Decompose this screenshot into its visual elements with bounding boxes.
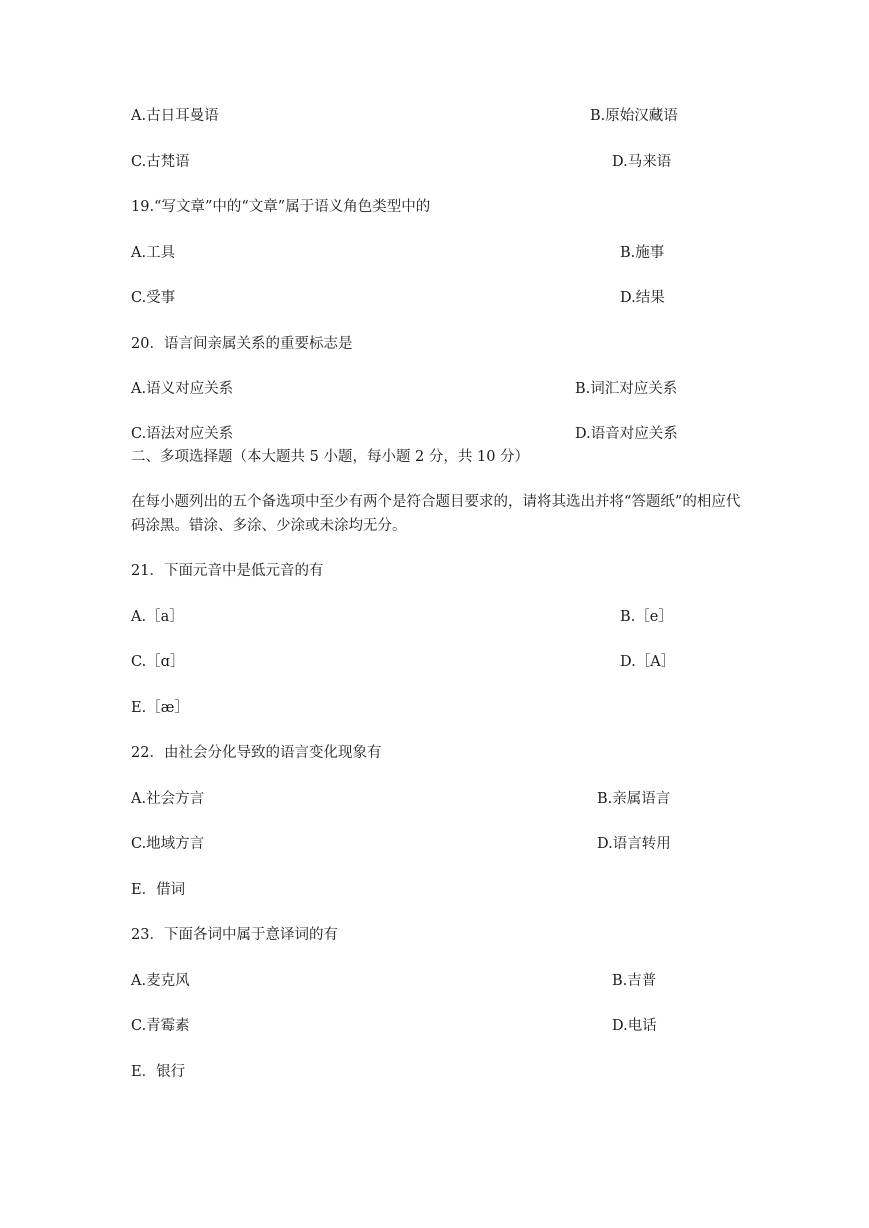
q19-option-c: C.受事 bbox=[131, 290, 176, 306]
q21-option-b: B.［e］ bbox=[620, 609, 673, 625]
q18-option-c: C.古梵语 bbox=[131, 154, 190, 170]
q21-stem: 21．下面元音中是低元音的有 bbox=[131, 563, 324, 579]
q21-option-c: C.［ɑ］ bbox=[131, 654, 185, 670]
q19-option-b: B.施事 bbox=[620, 245, 665, 261]
q23-option-c: C.青霉素 bbox=[131, 1018, 190, 1034]
q21-option-a: A.［a］ bbox=[131, 609, 184, 625]
q23-option-e: E．银行 bbox=[131, 1064, 186, 1080]
q22-stem: 22．由社会分化导致的语言变化现象有 bbox=[131, 745, 382, 761]
q19-option-a: A.工具 bbox=[131, 245, 176, 261]
section-instructions: 在每小题列出的五个备选项中至少有两个是符合题目要求的，请将其选出并将“答题纸”的相应代码涂黑。错涂、多涂、少涂或未涂均无分。 bbox=[131, 494, 741, 534]
q20-option-a: A.语义对应关系 bbox=[131, 381, 234, 397]
q19-option-d: D.结果 bbox=[620, 290, 665, 306]
q18-option-b: B.原始汉藏语 bbox=[590, 108, 678, 124]
q19-stem: 19.“写文章”中的“文章”属于语义角色类型中的 bbox=[131, 199, 431, 215]
q20-option-b: B.词汇对应关系 bbox=[575, 381, 678, 397]
q20-option-d: D.语音对应关系 bbox=[575, 426, 678, 442]
q21-option-d: D.［A］ bbox=[620, 654, 676, 670]
q18-option-a: A.古日耳曼语 bbox=[131, 108, 219, 124]
q23-stem: 23．下面各词中属于意译词的有 bbox=[131, 927, 338, 943]
q22-option-c: C.地域方言 bbox=[131, 836, 205, 852]
q22-option-b: B.亲属语言 bbox=[597, 791, 671, 807]
section-heading: 二、多项选择题（本大题共 5 小题，每小题 2 分，共 10 分） bbox=[131, 449, 530, 465]
q23-option-a: A.麦克风 bbox=[131, 973, 190, 989]
q21-option-e: E.［æ］ bbox=[131, 700, 189, 716]
q22-option-e: E．借词 bbox=[131, 882, 186, 898]
q20-option-c: C.语法对应关系 bbox=[131, 426, 234, 442]
q23-option-b: B.吉普 bbox=[612, 973, 657, 989]
q22-option-a: A.社会方言 bbox=[131, 791, 205, 807]
q20-stem: 20．语言间亲属关系的重要标志是 bbox=[131, 336, 353, 352]
q22-option-d: D.语言转用 bbox=[597, 836, 671, 852]
q18-option-d: D.马来语 bbox=[612, 154, 672, 170]
q23-option-d: D.电话 bbox=[612, 1018, 657, 1034]
